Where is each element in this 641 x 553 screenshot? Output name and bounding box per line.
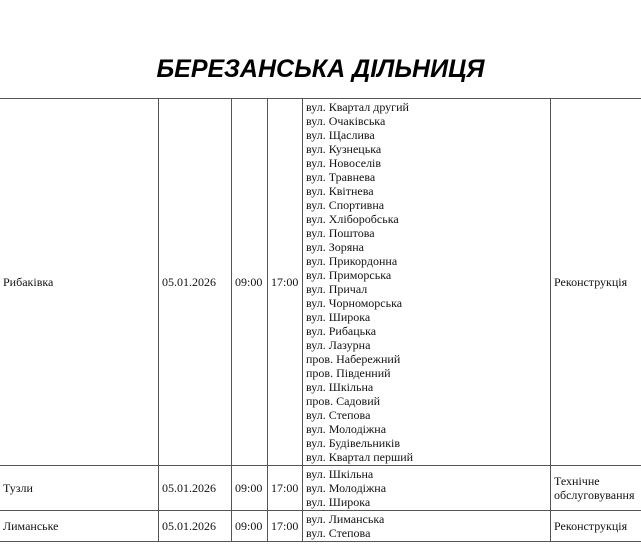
street-item: вул. Очаківська [306,114,386,128]
street-item: вул. Зоряна [306,240,364,254]
end-time-cell: 17:00 [268,466,303,511]
date-cell: 05.01.2026 [159,511,232,542]
street-item: вул. Квітнева [306,184,374,198]
street-item: вул. Лиманська [306,512,385,526]
street-item: вул. Лазурна [306,338,371,352]
street-item: вул. Квартал перший [306,450,414,464]
street-item: вул. Шкільна [306,467,374,481]
street-item: пров. Набережний [306,352,401,366]
street-item: вул. Молодіжна [306,481,387,495]
reason-cell: Технічне обслуговування [551,466,641,511]
start-time-cell: 09:00 [232,466,268,511]
street-item: вул. Чорноморська [306,296,403,310]
street-item: пров. Південний [306,366,391,380]
street-item: вул. Новоселів [306,156,382,170]
street-item: вул. Шкільна [306,380,374,394]
reason-cell: Реконструкція [551,511,641,542]
start-time-cell: 09:00 [232,99,268,466]
end-time-cell: 17:00 [268,511,303,542]
end-time-cell: 17:00 [268,99,303,466]
streets-cell [303,99,551,466]
date-cell: 05.01.2026 [159,99,232,466]
outage-schedule-table [0,98,641,542]
street-item: вул. Молодіжна [306,422,387,436]
street-item: вул. Степова [306,408,371,422]
street-item: вул. Причал [306,282,368,296]
street-item: вул. Широка [306,310,371,324]
street-item: вул. Прикордонна [306,254,398,268]
settlement-cell: Рибаківка [0,99,159,466]
street-item: вул. Квартал другий [306,100,409,114]
table-row [0,466,641,511]
street-item: вул. Травнева [306,170,376,184]
street-item: вул. Широка [306,495,371,509]
street-item: пров. Садовий [306,394,381,408]
street-item: вул. Степова [306,526,371,540]
street-item: вул. Поштова [306,226,375,240]
streets-cell [303,511,551,542]
table-row [0,99,641,466]
street-item: вул. Кузнецька [306,142,382,156]
start-time-cell: 09:00 [232,511,268,542]
settlement-cell: Тузли [0,466,159,511]
street-item: вул. Рибацька [306,324,377,338]
page-title: БЕРЕЗАНСЬКА ДІЛЬНИЦЯ [156,55,485,83]
reason-cell: Реконструкція [551,99,641,466]
street-item: вул. Хліборобська [306,212,399,226]
street-item: вул. Щаслива [306,128,375,142]
date-cell: 05.01.2026 [159,466,232,511]
streets-cell [303,466,551,511]
table-row [0,511,641,542]
street-item: вул. Будівельників [306,436,401,450]
settlement-cell: Лиманське [0,511,159,542]
street-item: вул. Спортивна [306,198,385,212]
street-item: вул. Приморська [306,268,392,282]
